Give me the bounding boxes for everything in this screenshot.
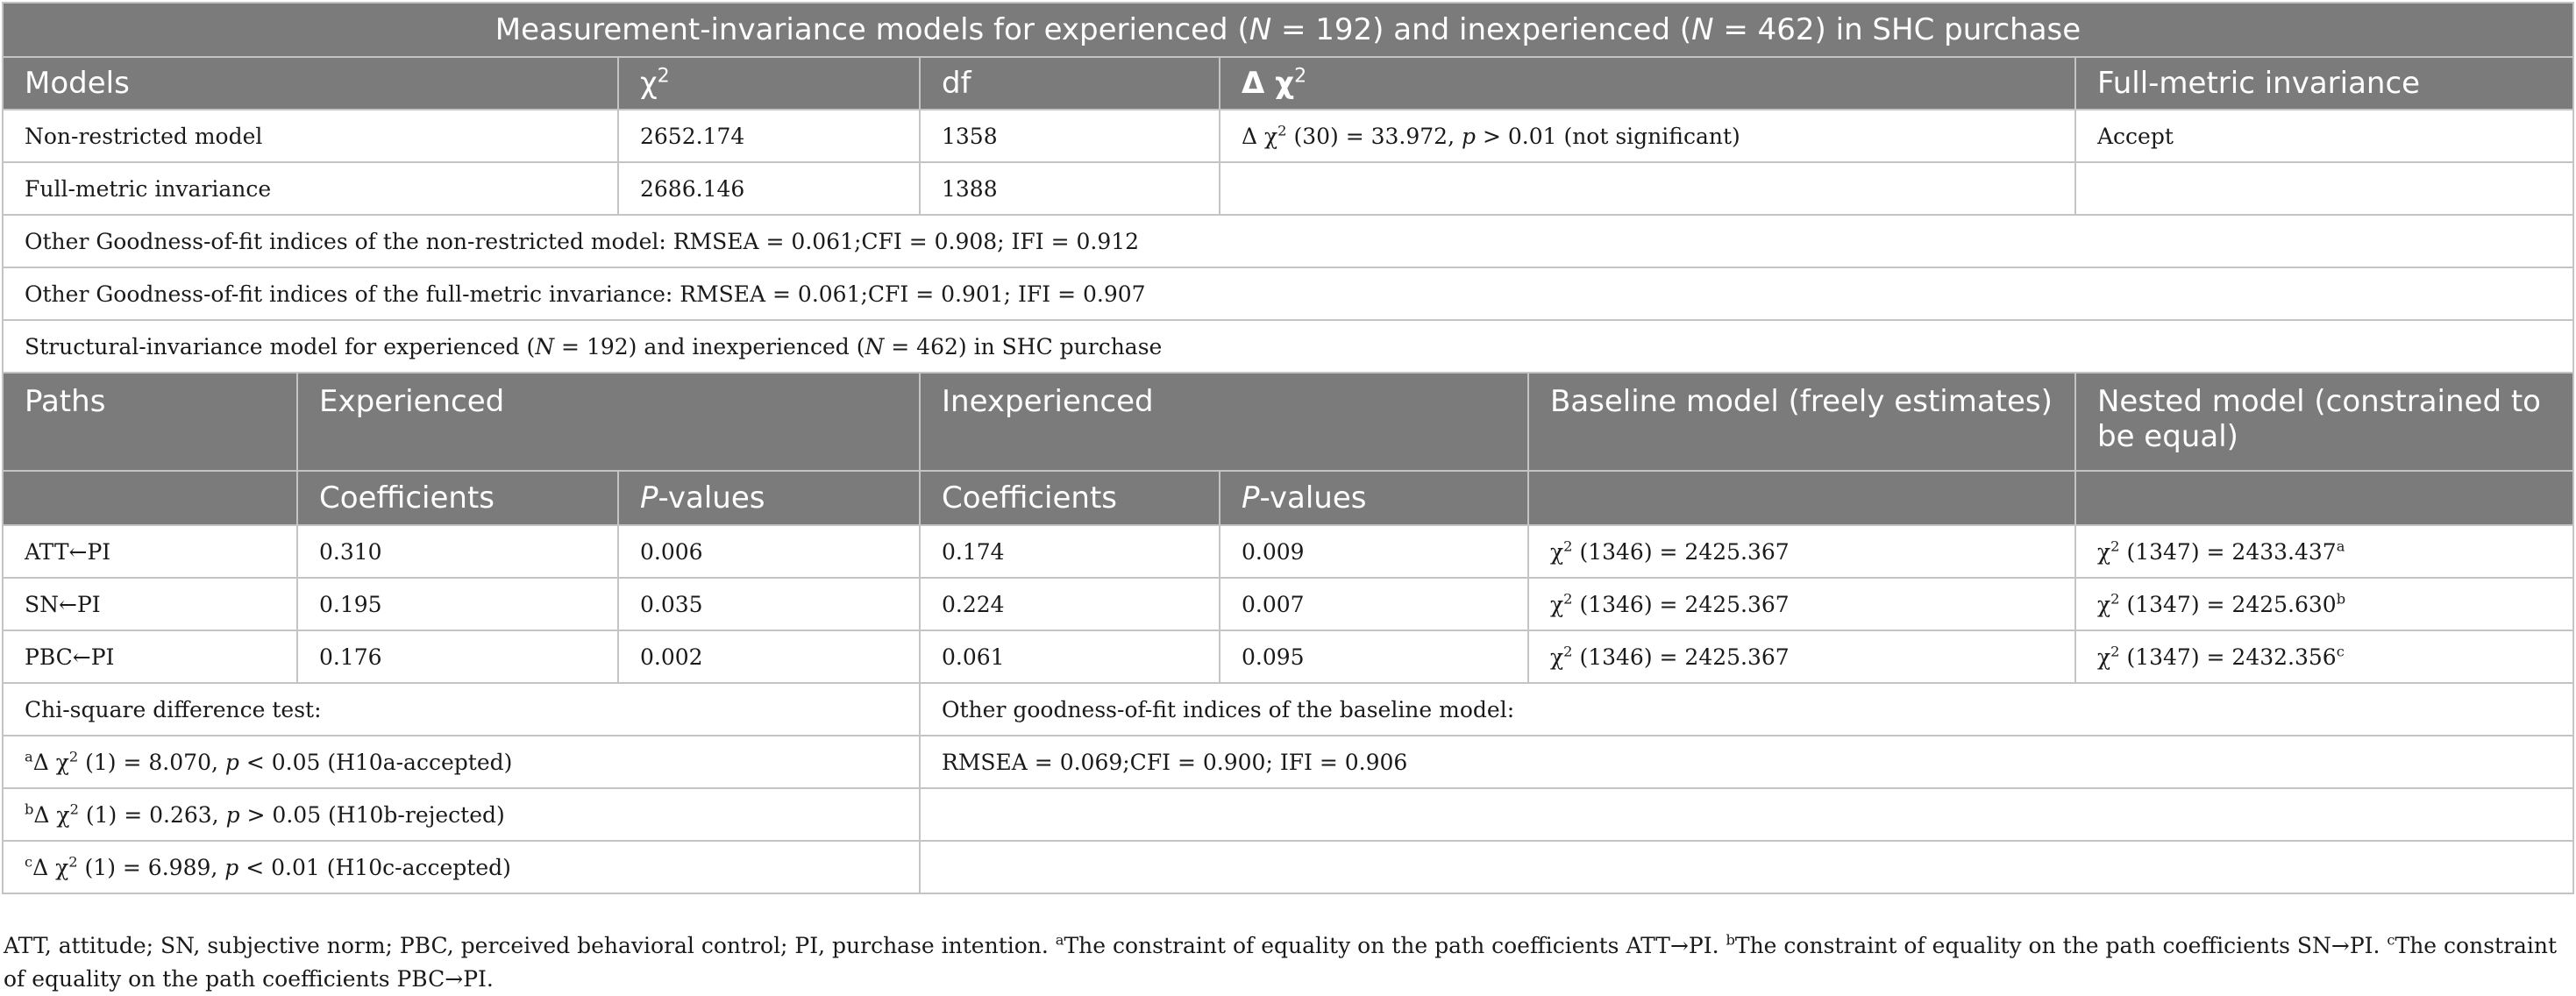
chi-square-test-c: $^c$Δ $\chi^2$ (1) = 6.989, p < 0.01 (H10c-accepted)	[3, 841, 920, 893]
experienced-pvalue: 0.006	[618, 525, 920, 578]
table-footnote: ATT, attitude; SN, subjective norm; PBC, perceived behavioral control; PI, purchase intention. $^a$The constraint of equality on the path coefficients ATT→PI. $^b$The constraint of equality on the path coefficients SN→PI. $^c$The constraint of equality on the path coefficients PBC→PI.	[4, 931, 2558, 992]
nested-value: $\chi^2$ (1347) = 2432.356$^c$	[2075, 630, 2573, 683]
structural-title-row	[3, 320, 2573, 373]
inexperienced-coefficient: 0.174	[920, 525, 1220, 578]
subheader-coefficients-inexperienced: Coefficients	[920, 471, 1220, 525]
baseline-value: $\chi^2$ (1346) = 2425.367	[1528, 578, 2075, 630]
experienced-pvalue: 0.002	[618, 630, 920, 683]
invariance-decision	[2075, 162, 2573, 215]
subheader-empty	[3, 471, 297, 525]
results-table	[2, 2, 2574, 894]
delta-chi-square-value	[1220, 162, 2075, 215]
inexperienced-coefficient: 0.061	[920, 630, 1220, 683]
header-experienced: Experienced	[297, 373, 920, 471]
path-label: ATT←PI	[3, 525, 297, 578]
nested-value: $\chi^2$ (1347) = 2433.437$^a$	[2075, 525, 2573, 578]
table-row	[3, 110, 2573, 162]
empty-cell	[920, 788, 2573, 841]
table-title-row	[3, 3, 2573, 57]
table-row	[3, 578, 2573, 630]
model-name: Non-restricted model	[3, 110, 618, 162]
table-row	[3, 683, 2573, 736]
inexperienced-pvalue: 0.095	[1220, 630, 1528, 683]
note-row	[3, 267, 2573, 320]
nested-value: $\chi^2$ (1347) = 2425.630$^b$	[2075, 578, 2573, 630]
header-paths: Paths	[3, 373, 297, 471]
chi-square-difference-label: Chi-square difference test:	[3, 683, 920, 736]
header-delta-chi-square: Δ $\chi^2$	[1220, 57, 2075, 110]
table-row	[3, 841, 2573, 893]
delta-chi-square-value: Δ $\chi^2$ (30) = 33.972, p > 0.01 (not significant)	[1220, 110, 2075, 162]
table-row	[3, 162, 2573, 215]
subheader-coefficients-experienced: Coefficients	[297, 471, 618, 525]
chi-square-value: 2652.174	[618, 110, 920, 162]
structural-header-row	[3, 373, 2573, 471]
chi-square-test-b: $^b$Δ $\chi^2$ (1) = 0.263, p > 0.05 (H10b-rejected)	[3, 788, 920, 841]
model-name: Full-metric invariance	[3, 162, 618, 215]
table-row	[3, 630, 2573, 683]
measurement-header-row	[3, 57, 2573, 110]
header-models: Models	[3, 57, 618, 110]
invariance-decision: Accept	[2075, 110, 2573, 162]
empty-cell	[920, 841, 2573, 893]
experienced-coefficient: 0.310	[297, 525, 618, 578]
baseline-fit-label: Other goodness-of-fit indices of the baseline model:	[920, 683, 2573, 736]
experienced-coefficient: 0.195	[297, 578, 618, 630]
df-value: 1388	[920, 162, 1220, 215]
experienced-pvalue: 0.035	[618, 578, 920, 630]
subheader-empty	[2075, 471, 2573, 525]
chi-square-value: 2686.146	[618, 162, 920, 215]
experienced-coefficient: 0.176	[297, 630, 618, 683]
path-label: SN←PI	[3, 578, 297, 630]
subheader-pvalues-experienced: P-values	[618, 471, 920, 525]
table-title: Measurement-invariance models for experienced (N = 192) and inexperienced (N = 462) in SHC purchase	[3, 3, 2573, 57]
table-row	[3, 788, 2573, 841]
fit-indices-full-metric: Other Goodness-of-fit indices of the full-metric invariance: RMSEA = 0.061;CFI = 0.901; IFI = 0.907	[3, 267, 2573, 320]
header-df: df	[920, 57, 1220, 110]
baseline-fit-values: RMSEA = 0.069;CFI = 0.900; IFI = 0.906	[920, 736, 2573, 788]
note-row	[3, 215, 2573, 267]
table-row	[3, 736, 2573, 788]
header-full-metric-invariance: Full-metric invariance	[2075, 57, 2573, 110]
chi-square-test-a: $^a$Δ $\chi^2$ (1) = 8.070, p < 0.05 (H10a-accepted)	[3, 736, 920, 788]
inexperienced-coefficient: 0.224	[920, 578, 1220, 630]
header-baseline-model: Baseline model (freely estimates)	[1528, 373, 2075, 471]
baseline-value: $\chi^2$ (1346) = 2425.367	[1528, 525, 2075, 578]
table-row	[3, 525, 2573, 578]
structural-subheader-row	[3, 471, 2573, 525]
df-value: 1358	[920, 110, 1220, 162]
inexperienced-pvalue: 0.007	[1220, 578, 1528, 630]
subheader-empty	[1528, 471, 2075, 525]
subheader-pvalues-inexperienced: P-values	[1220, 471, 1528, 525]
header-nested-model: Nested model (constrained to be equal)	[2075, 373, 2573, 471]
header-inexperienced: Inexperienced	[920, 373, 1528, 471]
header-chi-square: $\chi^2$	[618, 57, 920, 110]
structural-title: Structural-invariance model for experienced (N = 192) and inexperienced (N = 462) in SHC purchase	[3, 320, 2573, 373]
fit-indices-non-restricted: Other Goodness-of-fit indices of the non-restricted model: RMSEA = 0.061;CFI = 0.908; IFI = 0.912	[3, 215, 2573, 267]
baseline-value: $\chi^2$ (1346) = 2425.367	[1528, 630, 2075, 683]
path-label: PBC←PI	[3, 630, 297, 683]
inexperienced-pvalue: 0.009	[1220, 525, 1528, 578]
